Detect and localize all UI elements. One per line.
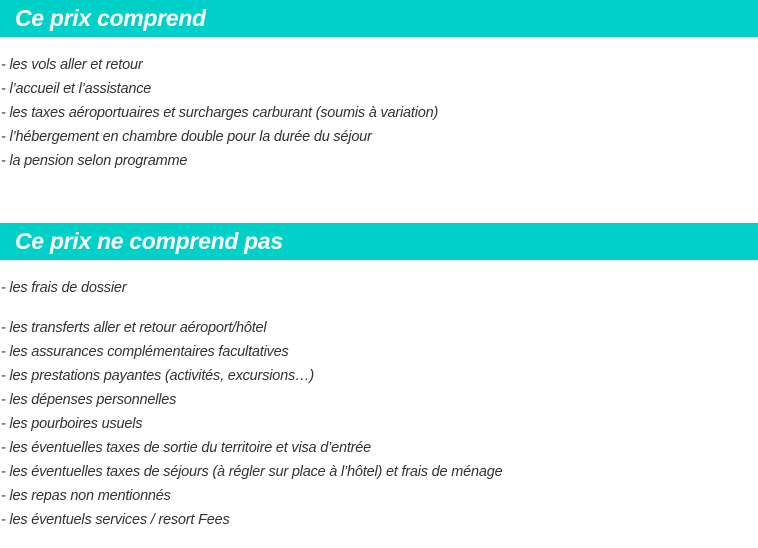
included-section-title: Ce prix comprend: [0, 0, 758, 37]
list-item: - les transferts aller et retour aéroport/hôtel: [1, 320, 267, 336]
list-item: - les prestations payantes (activités, excursions…): [1, 368, 314, 384]
list-item: - les frais de dossier: [1, 280, 127, 296]
excluded-list-first: [1, 276, 126, 300]
list-item: - les pourboires usuels: [1, 416, 143, 432]
list-item: - les éventuels services / resort Fees: [1, 512, 230, 528]
list-item: - la pension selon programme: [1, 153, 188, 169]
list-item: - les éventuelles taxes de sortie du territoire et visa d’entrée: [1, 440, 372, 456]
list-item: - les repas non mentionnés: [1, 488, 171, 504]
list-item: - l’accueil et l’assistance: [1, 81, 152, 97]
list-item: - l’hébergement en chambre double pour la durée du séjour: [1, 129, 372, 145]
list-item: - les éventuelles taxes de séjours (à régler sur place à l’hôtel) et frais de ménage: [1, 464, 503, 480]
list-item: - les taxes aéroportuaires et surcharges carburant (soumis à variation): [1, 105, 439, 121]
excluded-section-title: Ce prix ne comprend pas: [0, 223, 758, 260]
list-item: - les dépenses personnelles: [1, 392, 177, 408]
list-item: - les vols aller et retour: [1, 57, 143, 73]
included-list: [1, 53, 438, 173]
list-item: - les assurances complémentaires facultatives: [1, 344, 289, 360]
excluded-list: [1, 316, 502, 532]
